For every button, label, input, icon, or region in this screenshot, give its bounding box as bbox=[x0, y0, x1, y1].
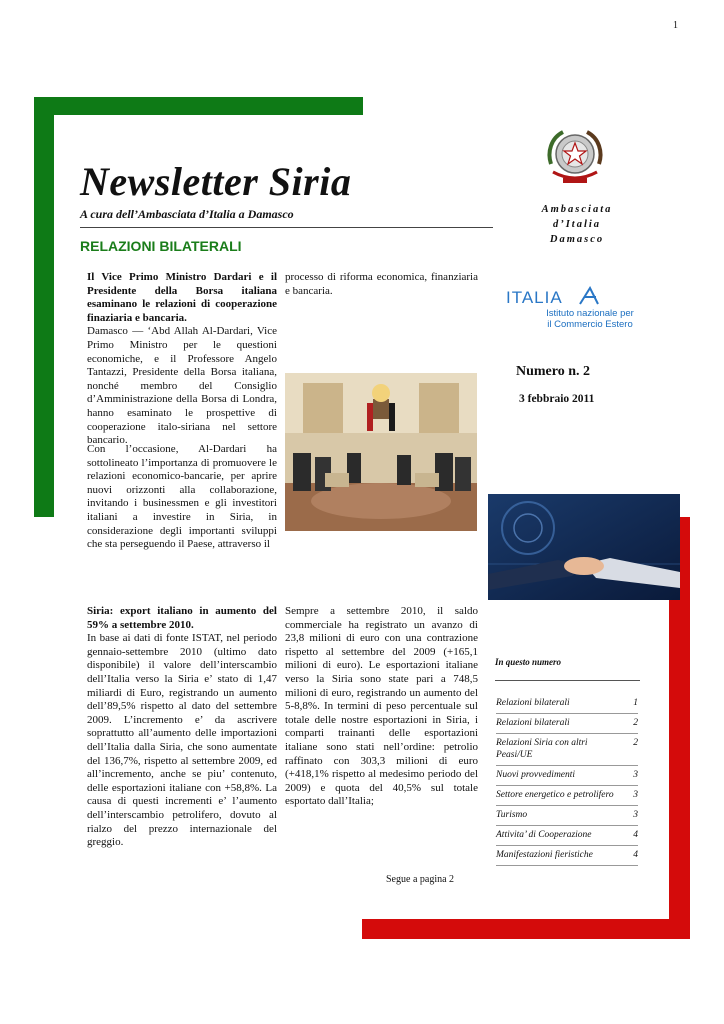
red-frame-bottom bbox=[362, 919, 690, 939]
toc-item-page: 3 bbox=[633, 790, 638, 800]
toc-item-page: 4 bbox=[633, 830, 638, 840]
toc-item[interactable] bbox=[496, 697, 638, 714]
article2-column2 bbox=[285, 605, 478, 809]
toc-item-label: Settore energetico e petrolifero bbox=[496, 790, 614, 800]
embassy-line-1: Ambasciata bbox=[541, 204, 613, 215]
toc-item-label: Attivita’ di Cooperazione bbox=[496, 830, 592, 840]
toc-item[interactable] bbox=[496, 849, 638, 866]
meeting-room-photo bbox=[285, 373, 477, 531]
handshake-photo bbox=[488, 494, 680, 600]
toc-item-label: Manifestazioni fieristiche bbox=[496, 850, 593, 860]
embassy-line-3: Damasco bbox=[549, 234, 605, 245]
issue-number: Numero n. 2 bbox=[516, 364, 591, 379]
article1-body1: Damasco — ‘Abd Allah Al-Dardari, Vice Primo Ministro per le questioni economiche, e il Professore Angelo Tantazzi, Presidente della Borsa italiana, nonché membro del Consiglio d’Amministrazione della Borsa di Londra, hanno esaminato le prospettive di cooperazione italo-siriana nel settore bancario. bbox=[87, 325, 277, 447]
toc-item[interactable] bbox=[496, 769, 638, 786]
toc-item-page: 2 bbox=[633, 718, 638, 728]
table-of-contents bbox=[496, 697, 638, 869]
page-number: 1 bbox=[673, 20, 678, 31]
ice-line-2: il Commercio Estero bbox=[547, 319, 633, 330]
ice-institute bbox=[537, 308, 643, 330]
ice-line-1: Istituto nazionale per bbox=[546, 308, 634, 319]
toc-item[interactable] bbox=[496, 809, 638, 826]
toc-item-label: Relazioni bilaterali bbox=[496, 698, 570, 708]
toc-item[interactable] bbox=[496, 829, 638, 846]
article2-body2: Sempre a settembre 2010, il saldo commerciale ha registrato un avanzo di 23,8 milioni di euro con una contrazione rispetto al settembre del 2009 (+165,1 milioni di euro). Le esportazioni italiane verso la Siria sono state pari a 748,5 milioni di euro, registrando un aumento del 5-8,8%. In termini di peso percentuale sul totale delle nostre esportazioni in Siria, i comparti trainanti delle esportazioni italiane sono stati nell’ordine: petrolio raffinato con 303,3 milioni di euro (+418,1% rispetto al medesimo periodo del 2009) e quota del 40,5% sul totale esportato dall’Italia; bbox=[285, 605, 478, 808]
toc-item-page: 1 bbox=[633, 698, 638, 708]
ice-logo bbox=[506, 288, 636, 332]
green-frame-top bbox=[34, 97, 363, 115]
section-heading: RELAZIONI BILATERALI bbox=[80, 238, 242, 254]
continues-on-page: Segue a pagina 2 bbox=[386, 874, 455, 885]
italian-republic-emblem-icon bbox=[543, 124, 607, 192]
toc-item-page: 3 bbox=[633, 810, 638, 820]
article1-column1-cont bbox=[87, 443, 277, 552]
toc-item-label: Relazioni bilaterali bbox=[496, 718, 570, 728]
green-frame-left bbox=[34, 97, 54, 517]
newsletter-title: Newsletter Siria bbox=[80, 159, 352, 204]
toc-item-page: 2 bbox=[633, 738, 638, 748]
toc-item[interactable] bbox=[496, 789, 638, 806]
toc-item-page: 4 bbox=[633, 850, 638, 860]
issue-date: 3 febbraio 2011 bbox=[519, 393, 595, 405]
article1-body2-cont: processo di riforma economica, finanziaria e bancaria. bbox=[285, 271, 478, 297]
title-divider bbox=[80, 227, 493, 228]
article2-column1 bbox=[87, 605, 277, 850]
toc-item-label: Nuovi provvedimenti bbox=[496, 770, 576, 780]
toc-item[interactable] bbox=[496, 717, 638, 734]
article2-body1: In base ai dati di fonte ISTAT, nel periodo gennaio-settembre 2010 (ultimo dato disponibile) il valore dell’interscambio dell’Italia verso la Siria e’ stato di 1,47 miliardi di Euro, registrando un aumento dell’89,5% rispetto al dato del settembre 2009. L’incremento e’ da ascrivere soprattutto all’aumento delle importazioni dell’Italia dalla Siria, che sono aumentate del 136,7%, rispetto al settembre 2009, ed all’incremento, anche se piu’ contenuto, delle esportazioni italiane con +58,8%. La causa di questi incrementi e’ l’aumento dell’interscambio petrolifero, dovuto al rialzo del prezzo internazionale del greggio. bbox=[87, 632, 277, 849]
ice-brand: ITALIA bbox=[506, 288, 563, 307]
toc-item[interactable] bbox=[496, 737, 638, 766]
article1-column1 bbox=[87, 271, 277, 448]
embassy-line-2: d’Italia bbox=[552, 219, 602, 230]
toc-item-label: Turismo bbox=[496, 810, 528, 820]
article1-column2 bbox=[285, 271, 478, 298]
toc-item-page: 3 bbox=[633, 770, 638, 780]
toc-item-label: Relazioni Siria con altri Peasi/UE bbox=[496, 738, 588, 760]
newsletter-subtitle: A cura dell’Ambasciata d’Italia a Damasco bbox=[80, 207, 294, 221]
article1-headline: Il Vice Primo Ministro Dardari e il Presidente della Borsa italiana esaminano le relazioni di cooperazione finaziaria e bancaria. bbox=[87, 271, 277, 324]
embassy-name bbox=[515, 202, 639, 247]
article2-headline: Siria: export italiano in aumento del 59% a settembre 2010. bbox=[87, 605, 277, 631]
toc-divider bbox=[495, 680, 640, 681]
toc-title: In questo numero bbox=[495, 657, 562, 667]
article1-body2: Con l’occasione, Al-Dardari ha sottolineato l’importanza di promuovere le relazioni economico-bancarie, per aprire nuovi orizzonti alla collaborazione, invitando i businessmen e gli investitori italiani a investire in Siria, in considerazione degli importanti sviluppi che sta perseguendo il Paese, attraverso il bbox=[87, 443, 277, 551]
